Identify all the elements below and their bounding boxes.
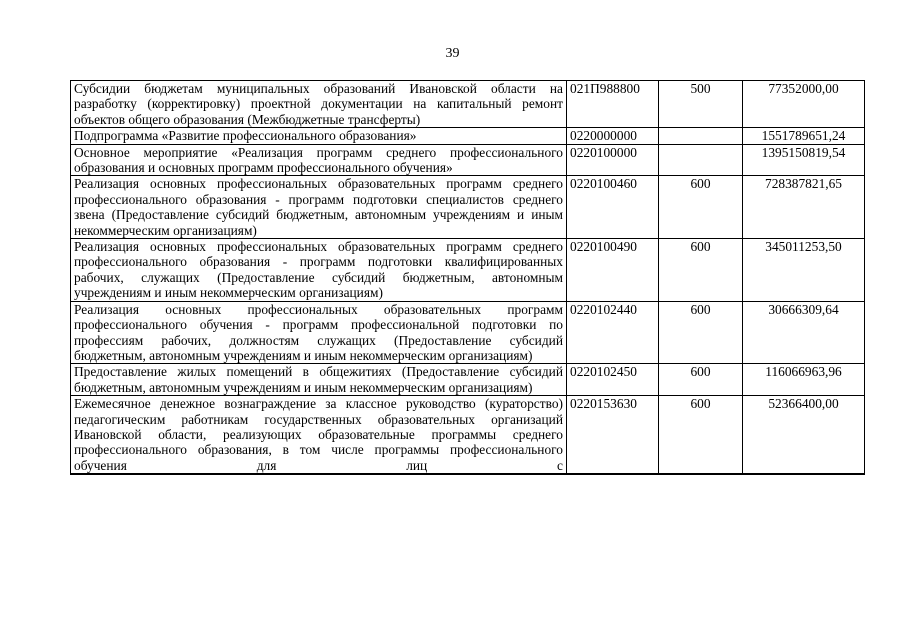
row-code: 0220102450	[567, 364, 659, 396]
row-amount: 1395150819,54	[743, 144, 865, 176]
table-row	[71, 301, 865, 364]
row-amount: 728387821,65	[743, 176, 865, 239]
row-code: 0220100460	[567, 176, 659, 239]
row-code: 021П988800	[567, 81, 659, 128]
table-row	[71, 176, 865, 239]
table-row	[71, 396, 865, 475]
row-expense-type	[659, 144, 743, 176]
row-name: Предоставление жилых помещений в общежитиях (Предоставление субсидий бюджетным, автономным учреждениям и иным некоммерческим организациям)	[71, 364, 567, 396]
row-expense-type: 600	[659, 396, 743, 475]
row-expense-type: 600	[659, 176, 743, 239]
table-row	[71, 81, 865, 128]
row-expense-type: 600	[659, 364, 743, 396]
row-name: Реализация основных профессиональных образовательных программ среднего профессионального образования - программ подготовки квалифицированных рабочих, служащих (Предоставление субсидий бюджетным, автономным учреждениям и иным некоммерческим организациям)	[71, 239, 567, 302]
row-amount: 30666309,64	[743, 301, 865, 364]
row-code: 0220100490	[567, 239, 659, 302]
table-row	[71, 128, 865, 144]
page-number: 39	[445, 46, 460, 61]
row-expense-type: 500	[659, 81, 743, 128]
row-amount: 77352000,00	[743, 81, 865, 128]
row-amount: 52366400,00	[743, 396, 865, 475]
row-amount: 345011253,50	[743, 239, 865, 302]
row-expense-type	[659, 128, 743, 144]
row-name: Субсидии бюджетам муниципальных образований Ивановской области на разработку (корректировку) проектной документации на капитальный ремонт объектов общего образования (Межбюджетные трансферты)	[71, 81, 567, 128]
table-row	[71, 364, 865, 396]
row-name: Ежемесячное денежное вознаграждение за классное руководство (кураторство) педагогическим работникам государственных образовательных организаций Ивановской области, реализующих образовательные программы среднего профессионального образования, в том числе программы профессионального обучения для лиц с	[71, 396, 567, 475]
row-amount: 116066963,96	[743, 364, 865, 396]
row-code: 0220153630	[567, 396, 659, 475]
table-row	[71, 144, 865, 176]
row-code: 0220100000	[567, 144, 659, 176]
row-amount: 1551789651,24	[743, 128, 865, 144]
row-name: Реализация основных профессиональных образовательных программ среднего профессионального образования - программ подготовки специалистов среднего звена (Предоставление субсидий бюджетным, автономным учреждениям и иным некоммерческим организациям)	[71, 176, 567, 239]
table-row	[71, 239, 865, 302]
row-expense-type: 600	[659, 301, 743, 364]
row-code: 0220102440	[567, 301, 659, 364]
row-name: Подпрограмма «Развитие профессионального образования»	[71, 128, 567, 144]
row-code: 0220000000	[567, 128, 659, 144]
row-name: Основное мероприятие «Реализация программ среднего профессионального образования и основных программ профессионального обучения»	[71, 144, 567, 176]
budget-table	[70, 80, 865, 475]
row-expense-type: 600	[659, 239, 743, 302]
row-name: Реализация основных профессиональных образовательных программ профессионального обучения - программ профессиональной подготовки по профессиям рабочих, должностям служащих (Предоставление субсидий бюджетным, автономным учреждениям и иным некоммерческим организациям)	[71, 301, 567, 364]
